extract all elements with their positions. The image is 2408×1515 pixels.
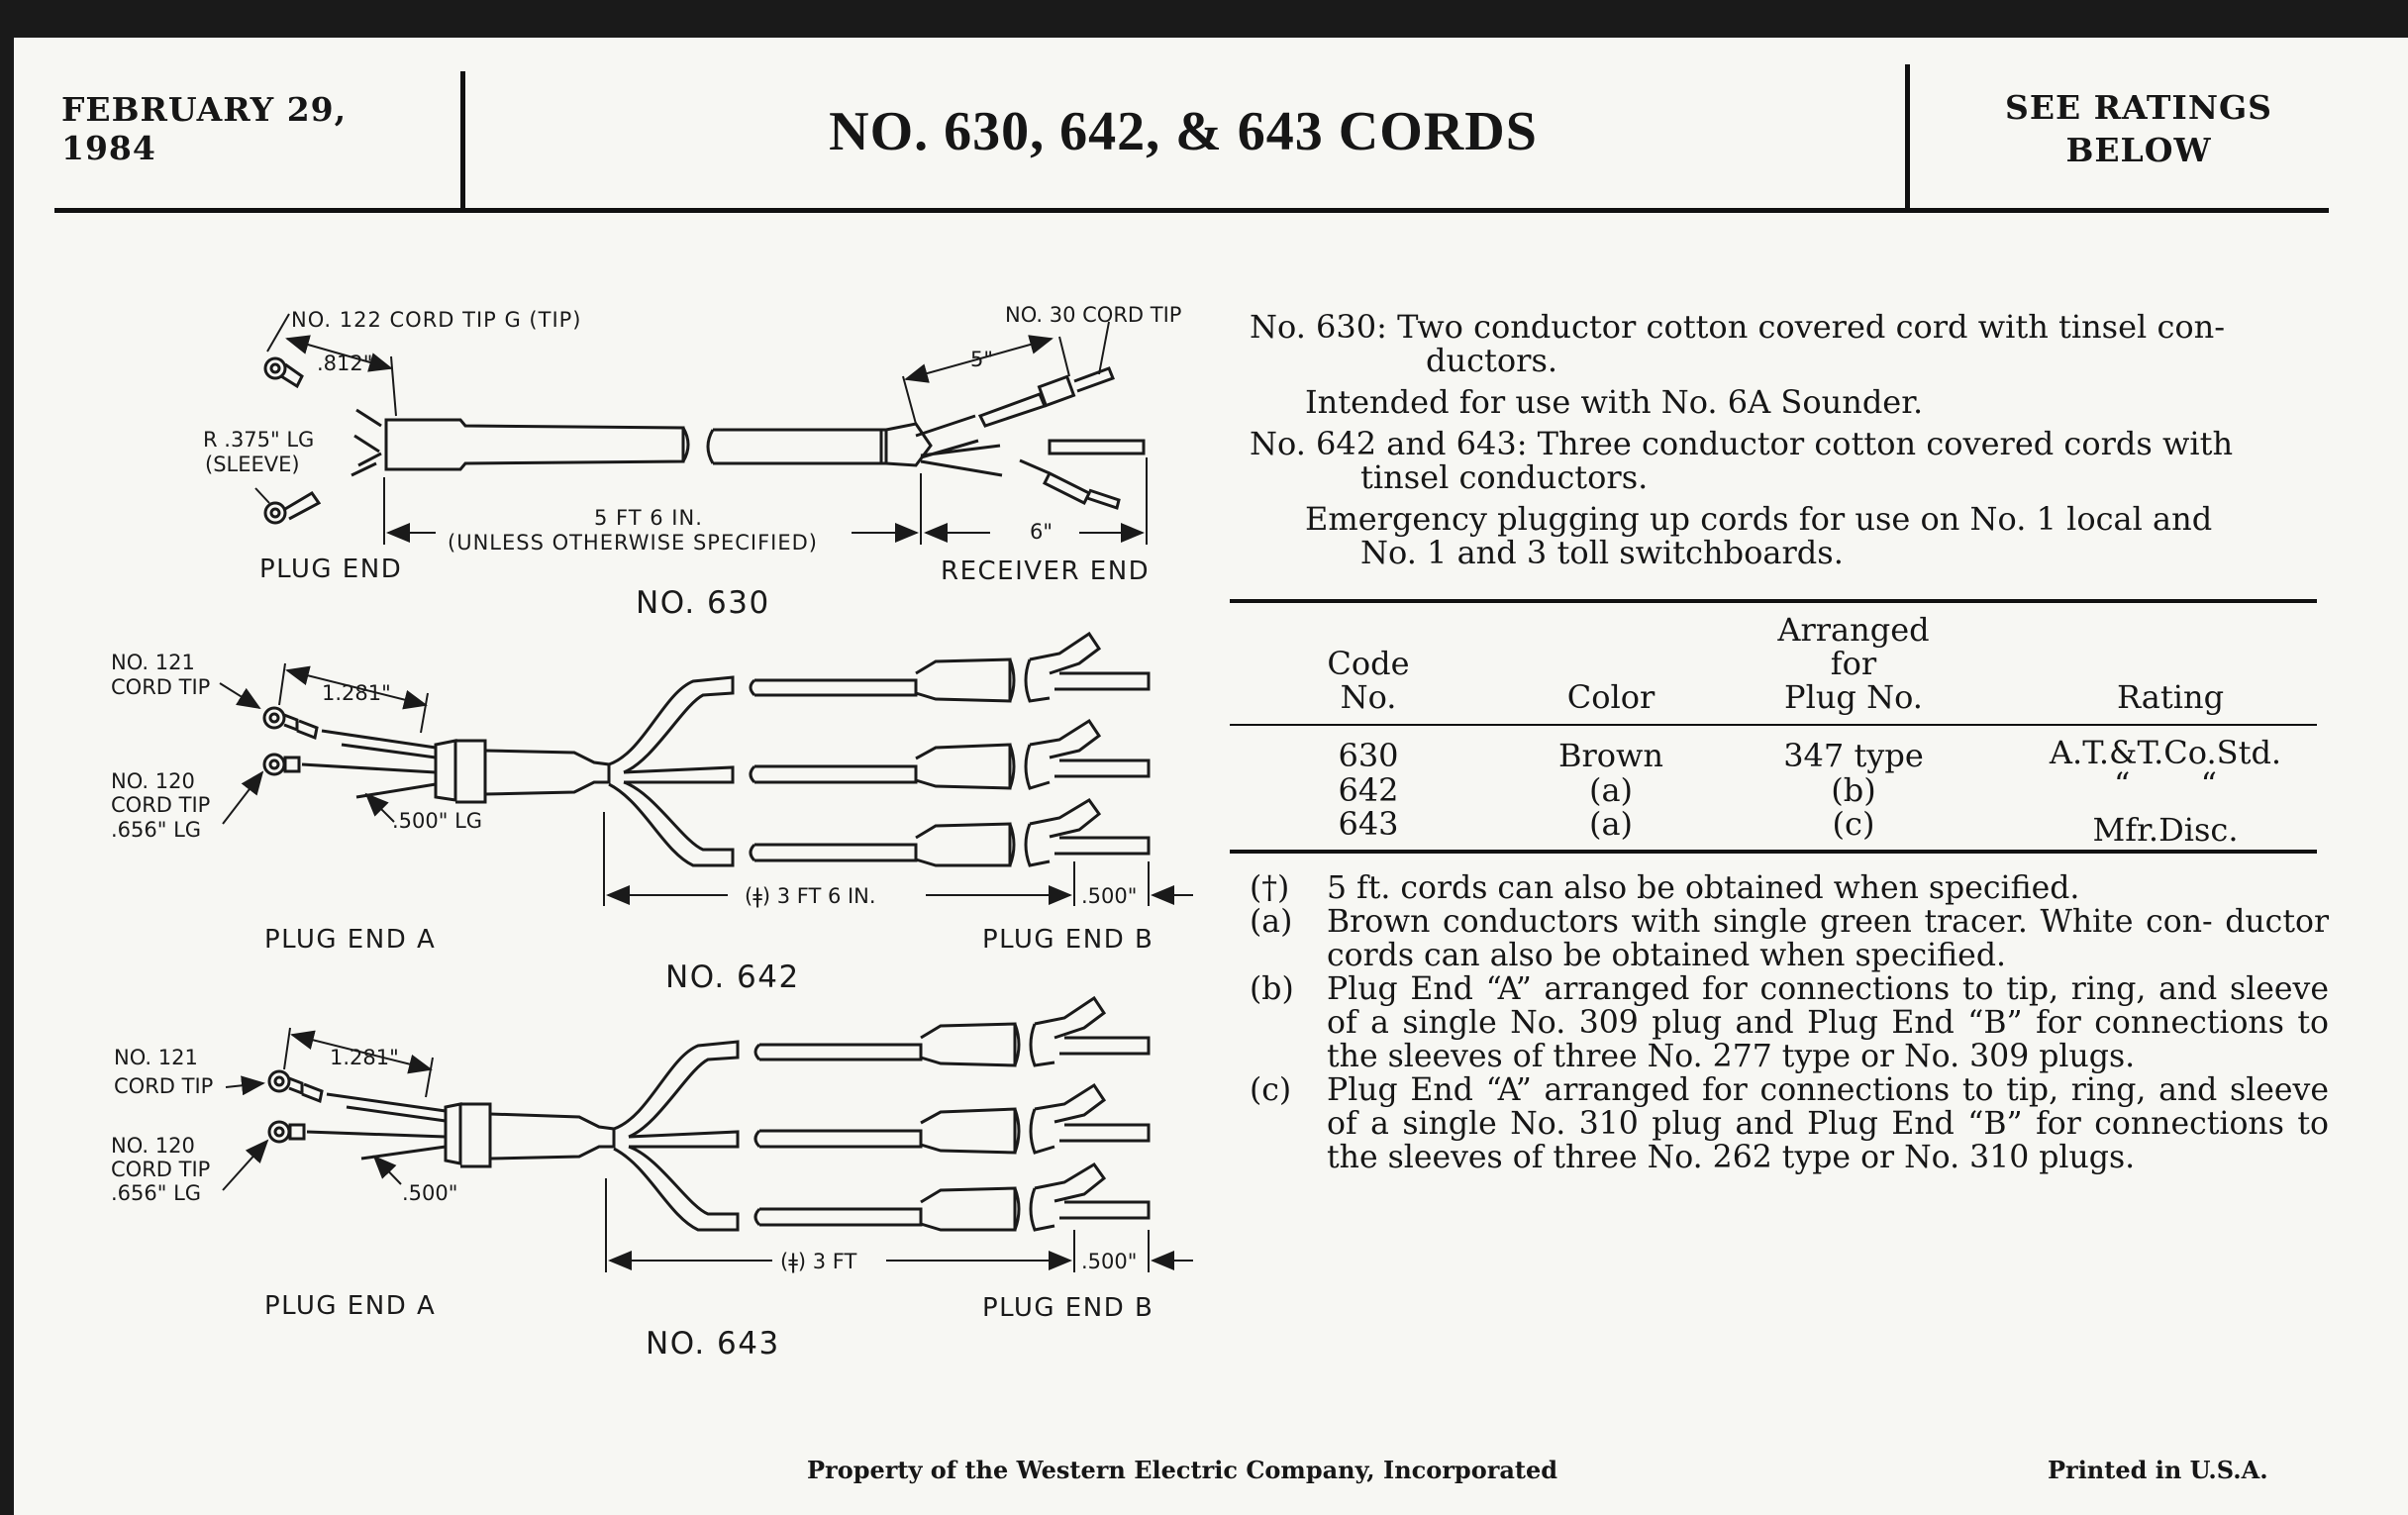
diagram643-dim-500: .500"	[1081, 1250, 1138, 1273]
plug-header-1: Arranged	[1777, 611, 1930, 649]
desc-p1-line2: ductors.	[1426, 342, 1558, 379]
diagram630-dim-812: .812"	[317, 352, 373, 375]
desc-p1-line1: No. 630: Two conductor cotton covered cord with tinsel con-	[1250, 308, 2226, 346]
diagram642-plug-end-a: PLUG END A	[264, 925, 437, 955]
diagram642-tip120-1: NO. 120	[111, 769, 195, 793]
diagram643-length: (ǂ) 3 FT	[780, 1250, 857, 1273]
desc-p2: Intended for use with No. 6A Sounder.	[1305, 383, 1924, 421]
plug-end-b-row1	[751, 634, 1149, 701]
desc-p4-line2: No. 1 and 3 toll switchboards.	[1360, 534, 1844, 571]
note-dagger	[1250, 871, 2329, 905]
desc-p3-line1: No. 642 and 643: Three conductor cotton covered cords with	[1250, 425, 2234, 462]
diagram642-dim-1281: 1.281"	[322, 681, 391, 705]
diagram643-dim-500a: .500"	[402, 1181, 458, 1205]
table-header-rule	[1230, 724, 2317, 726]
diagram643-tip120-3: .656" LG	[111, 1181, 202, 1205]
diagram630-sleeve-2: (SLEEVE)	[205, 453, 300, 476]
note-mark: (c)	[1250, 1072, 1292, 1108]
row-643-rating: Mfr.Disc.	[2092, 811, 2239, 849]
diagram642-dim-500lg: .500" LG	[392, 809, 483, 833]
diagram642-plug-end-b: PLUG END B	[982, 925, 1154, 955]
note-text: Plug End “A” arranged for connections to tip, ring, and sleeve of a single No. 310 plug and Plug End “B” for connections to the sleeves of three No. 262 type or No. 310 plugs.	[1327, 1072, 2329, 1175]
note-b	[1250, 972, 2329, 1073]
rating-line-2: BELOW	[2065, 131, 2212, 169]
plug-header-3: Plug No.	[1784, 678, 1923, 716]
diagram630-receiver-end: RECEIVER END	[941, 556, 1151, 586]
diagram642-name: NO. 642	[665, 960, 800, 995]
col-code-header	[1299, 647, 1438, 714]
diagram630-tip-label: NO. 122 CORD TIP G (TIP)	[291, 308, 582, 332]
cord-tip-121-icon	[269, 1071, 322, 1101]
cord-tip-ring-icon	[265, 358, 302, 386]
desc-p3-line2: tinsel conductors.	[1360, 458, 1649, 496]
diagram630-plug-end: PLUG END	[259, 555, 403, 584]
row-643-plug: (c)	[1832, 805, 1875, 843]
note-mark: (a)	[1250, 904, 1293, 940]
diagram-642	[220, 634, 1193, 906]
note-mark: (b)	[1250, 971, 1294, 1007]
diagram643-plug-end-b: PLUG END B	[982, 1293, 1154, 1323]
diagram643-tip121-2: CORD TIP	[114, 1074, 214, 1098]
note-text: Plug End “A” arranged for connections to tip, ring, and sleeve of a single No. 309 plug and Plug End “B” for connections to the sleeves of three No. 277 type or No. 309 plugs.	[1327, 971, 2329, 1074]
page-title: NO. 630, 642, & 643 CORDS	[829, 101, 1538, 162]
diagram642-tip120-2: CORD TIP	[111, 793, 211, 817]
footer-property: Property of the Western Electric Company, Incorporated	[807, 1456, 1558, 1484]
diagram643-name: NO. 643	[646, 1326, 780, 1362]
diagram630-sleeve-1: R .375" LG	[203, 428, 315, 452]
note-a	[1250, 905, 2329, 972]
plug-end-b-row3	[751, 800, 1149, 865]
diagram642-dim-500: .500"	[1081, 884, 1138, 908]
plug-end-b-row1	[755, 998, 1149, 1065]
sleeve-ring-icon	[265, 493, 319, 523]
col-color-header: Color	[1566, 678, 1656, 716]
plug-header-2: for	[1830, 645, 1877, 682]
col-plug-header	[1735, 613, 1972, 714]
diagram630-dim-5: 5"	[970, 348, 994, 371]
row-642-rating: “ “	[2114, 765, 2217, 803]
cord-tip-120-icon	[269, 1122, 304, 1142]
footnotes	[1250, 871, 2329, 1174]
footer-printed: Printed in U.S.A.	[2048, 1456, 2268, 1484]
note-text: 5 ft. cords can also be obtained when specified.	[1327, 870, 2080, 906]
diagram643-dim-1281: 1.281"	[330, 1046, 399, 1069]
row-630-plug: 347 type	[1783, 737, 1924, 774]
diagram643-tip120-2: CORD TIP	[111, 1158, 211, 1181]
note-c	[1250, 1073, 2329, 1174]
row-642-code: 642	[1338, 771, 1399, 809]
plug-end-b-row2	[751, 721, 1149, 788]
rating-line-1: SEE RATINGS	[2004, 88, 2273, 127]
cord-tip-120-icon	[264, 755, 299, 774]
diagram642-tip121-1: NO. 121	[111, 651, 195, 674]
col-rating-header: Rating	[2116, 678, 2225, 716]
cord-description	[1250, 310, 2289, 569]
diagram643-tip120-1: NO. 120	[111, 1134, 195, 1158]
row-643-code: 643	[1338, 805, 1399, 843]
issue-date: FEBRUARY 29, 1984	[61, 90, 348, 167]
table-bottom-rule	[1230, 850, 2317, 854]
diagram642-length: (ǂ) 3 FT 6 IN.	[745, 884, 876, 908]
row-630-rating: A.T.&T.Co.Std.	[2049, 734, 2282, 771]
cord-tip-121-icon	[264, 708, 317, 738]
diagram630-cord-tip-30: NO. 30 CORD TIP	[1005, 303, 1182, 327]
row-642-color: (a)	[1588, 771, 1634, 809]
diagram643-tip121-1: NO. 121	[114, 1046, 198, 1069]
row-630-color: Brown	[1557, 737, 1664, 774]
diagram642-tip120-3: .656" LG	[111, 818, 202, 842]
plug-end-b-row2	[755, 1085, 1149, 1153]
desc-p4-line1: Emergency plugging up cords for use on No. 1 local and	[1305, 500, 2213, 538]
note-mark: (†)	[1250, 870, 1290, 906]
plug-end-b-row3	[755, 1164, 1149, 1230]
table-top-rule	[1230, 599, 2317, 603]
diagram630-dim-6: 6"	[1030, 520, 1054, 544]
diagram643-plug-end-a: PLUG END A	[264, 1291, 437, 1321]
diagram642-tip121-2: CORD TIP	[111, 675, 211, 699]
code-header-1: Code	[1327, 645, 1410, 682]
diagram-643	[223, 998, 1193, 1272]
row-630-code: 630	[1338, 737, 1399, 774]
diagram630-name: NO. 630	[636, 585, 770, 621]
diagram630-length-2: (UNLESS OTHERWISE SPECIFIED)	[448, 531, 818, 555]
note-text: Brown conductors with single green tracer. White con- ductor cords can also be obtained when specified.	[1327, 904, 2329, 973]
row-643-color: (a)	[1588, 805, 1634, 843]
code-header-2: No.	[1340, 678, 1397, 716]
row-642-plug: (b)	[1831, 771, 1876, 809]
diagram630-length-1: 5 FT 6 IN.	[594, 506, 703, 530]
